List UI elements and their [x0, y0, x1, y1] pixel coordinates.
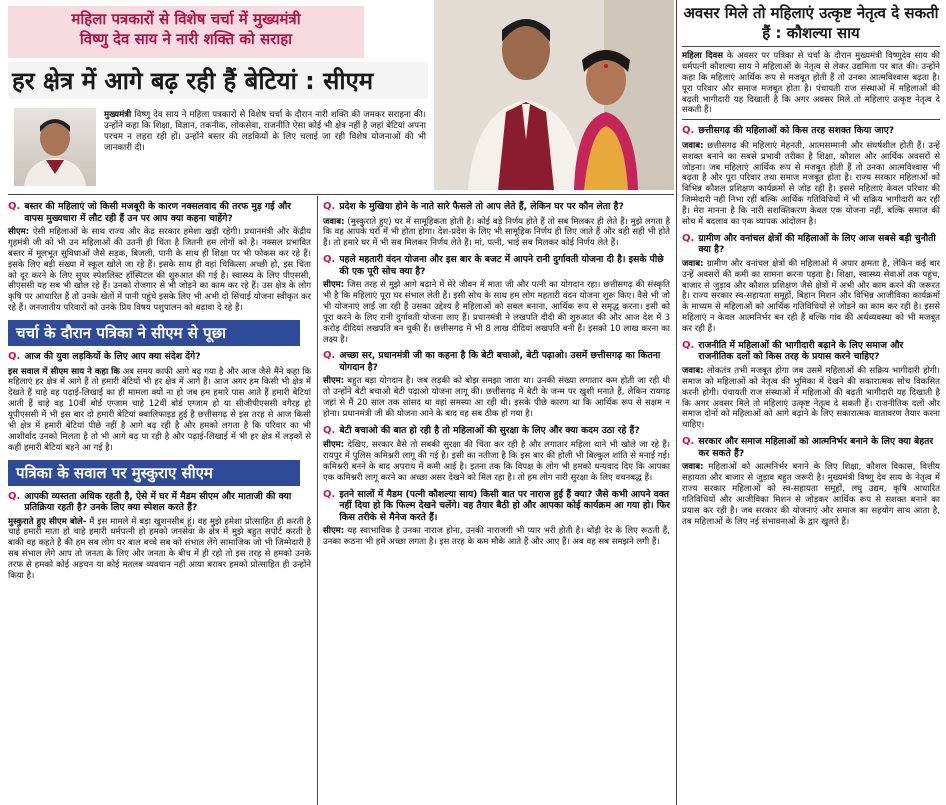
question-item	[323, 425, 670, 438]
answer-item	[323, 376, 670, 420]
question-mark-icon: Q.	[323, 424, 336, 436]
answer-label: सीएम:	[323, 376, 345, 387]
answer-label: जवाब:	[682, 365, 704, 376]
answer-text: जिस तरह से मुझे आगे बढ़ाने में मेरे जीवन में माता जी और पत्नी का योगदान रहा। छत्तीसगढ़ की संस्कृति भी है कि महिलाएं पूरा घर संभाल लेती हैं। इसी सोच के साथ हम लोग महतारी वंदन योजना शुरू किए। वैसे भी जो भी योजनाएं लाई जा रही हैं उसका उद्देश्य है महिलाओं को सबल बनाना, आर्थिक रूप से समृद्ध करना। इसी को पूरा करने के लिए रानी दुर्गावती योजना लाए हैं। प्रधानमंत्री ने लखपति दीदी की शुरुआत की और आज देश में 3 करोड़ दीदियां लखपति बन चुकी हैं। छत्तीसगढ़ में भी 8 लाख दीदियां लखपति बनी हैं। इसको 10 लाख करना का लक्ष्य है।	[323, 280, 670, 345]
question-text: सरकार और समाज महिलाओं को आत्मनिर्भर बनाने के लिए क्या बेहतर कर सकते हैं?	[698, 436, 934, 459]
answer-item	[323, 440, 670, 484]
answer-label: सीएम:	[323, 526, 345, 537]
answer-item	[323, 526, 670, 548]
question-mark-icon: Q.	[8, 201, 21, 212]
question-text: आज की युवा लड़कियों के लिए आप क्या संदेश देंगे?	[24, 351, 201, 362]
cm-thumbnail-photo	[14, 108, 96, 186]
column-one	[8, 196, 311, 582]
column-divider-left	[317, 196, 318, 805]
column-divider-right	[676, 0, 677, 805]
answer-item	[323, 280, 670, 345]
answer-text: यह स्वाभाविक है उनका नाराज होना, उनकी नाराजगी भी प्यार भरी होती है। थोड़ी देर के लिए रूठती हैं, उनका रूठना भी हमें अच्छा लगता है। इस तरह के कम मौके आते हैं और आए हैं। अब वह सब समझने लगी हैं।	[323, 526, 670, 548]
answer-label: जवाब:	[323, 216, 345, 227]
answer-text: (मुस्कुराते हुए) घर में सामूहिकता होती है। कोई बड़े निर्णय होते हैं तो सब मिलकर ही लेते हैं। मुझे लगता है कि वह आपके घरों में भी होता होगा। देश-प्रदेश के लिए भी सामूहिक निर्णय ही लिए जाते हैं और वही सही भी होते हैं। तो हमारे घर में भी सब मिलकर निर्णय लेते हैं। मां, पत्नी, भाई सब मिलकर कोई निर्णय लेते हैं।	[323, 216, 671, 249]
question-text: प्रदेश के मुखिया होने के नाते सारे फैसले तो आप लेते हैं, लेकिन घर पर कौन लेता है?	[339, 201, 624, 212]
intro-lead: मुख्यमंत्री	[104, 110, 132, 120]
top-strip	[8, 6, 364, 58]
question-mark-icon: Q.	[323, 201, 336, 212]
question-text: राजनीति में महिलाओं की भागीदारी बढ़ाने के लिए समाज और राजनीतिक दलों को किस तरह के प्रयास करने चाहिए?	[698, 339, 904, 363]
intro-text: के अवसर पर पत्रिका से चर्चा के दौरान मुख्यमंत्री विष्णुदेव साय की धर्मपत्नी कौशल्या साय ने महिलाओं के नेतृत्व से लेकर उद्यमिता पर बात की। उन्होंने कहा कि महिलाएं आर्थिक रूप से मजबूत होती हैं तो उनका आत्मविश्वास बढ़ता है। पूरा परिवार और समाज मजबूत होता है। पंचायती राज संस्थाओं में महिलाओं की बढ़ती भागीदारी यह दिखाती है कि अगर अवसर मिले तो महिलाएं उत्कृष्ट नेतृत्व दे सकती हैं।	[682, 51, 940, 116]
answer-item	[8, 517, 311, 582]
answer-label: सीएम:	[8, 227, 30, 237]
question-item	[682, 125, 940, 138]
column-two	[323, 196, 670, 548]
answer-item	[682, 366, 940, 431]
question-item	[682, 340, 940, 363]
question-item	[8, 491, 311, 514]
answer-item	[8, 367, 311, 454]
question-text: अच्छा सर, प्रधानमंत्री जी का कहना है कि बेटी बचाओ, बेटी पढ़ाओ। उसमें छत्तीसगढ़ का कितना योगदान है?	[339, 350, 661, 373]
question-mark-icon: Q.	[8, 351, 21, 362]
section-box-cm-smiled: पत्रिका के सवाल पर मुस्कुराए सीएम	[8, 460, 300, 486]
question-item	[682, 233, 940, 256]
answer-item	[8, 227, 311, 314]
answer-text: मैं इस मामले में बड़ा खुशनसीब हूं। वह मुझे हमेशा प्रोत्साहित ही करती है चाहे हमारी माता हो चाहे हमारी धर्मपत्नी हो हमको जनसेवा के क्षेत्र में मुझे बहुत सपोर्ट करती है बाकी वह कहते है की हम सब लोग घर बाल बच्चे सब को संभाल लेंगे सामाजिक जो भी जिम्मेदारी है सब संभाल लेंगे आप तो जनता के लिए और जनता के बीच में ही रहो तो इस तरह से हमको उनके तरफ से हमको कोई अड़चन या कोई मतलब व्यवधान नहीं आया बराबर हमको प्रोत्साहित ही उन्होंने किया है।	[8, 516, 311, 581]
question-item	[323, 489, 670, 524]
question-item	[323, 201, 670, 214]
question-text: पहले महतारी वंदन योजना और इस बार के बजट में आपने रानी दुर्गावती योजना दी है। इसके पीछे की एक पूरी सोच क्या है?	[339, 254, 664, 277]
person-portrait-icon	[14, 108, 96, 186]
question-mark-icon: Q.	[682, 436, 695, 448]
question-item	[8, 351, 311, 364]
answer-text: अब समय काफी आगे बढ़ गया है और आज जैसे मैंने कहा कि महिलाएं हर क्षेत्र में आगे हैं तो हमारी बेटियों भी हर क्षेत्र में आगे हैं। आज अगर हम किसी भी क्षेत्र में देखते हैं चाहे वह पढ़ाई-लिखाई का ही मामला क्यों ना हो जब हम हमारे पास आते हैं हमारी बेटियां आती हैं चाहे वह 10वीं बोर्ड एग्जाम चाहे 12वीं बोर्ड एग्जाम हो या सीजीपीएससी वगैरह हो यूपीएससी में भी इस बार दो हमारी बेटियां क्वालिफाइड हुई है छत्तीसगढ़ से इस तरह से आज किसी भी क्षेत्र में हमारी बेटियां पीछे नहीं है आगे बढ़ रही है और हमको लगता है कि परिवार का भी आशीर्वाद उनको मिलता है तो भी आगे बढ़ पा रही है और पढ़ाई-लिखाई में भी हर क्षेत्र में लड़कों से कहीं हमारी बेटियां बहने आ गई है।	[8, 366, 312, 453]
intro-lead: महिला दिवस	[682, 51, 723, 61]
answer-label: मुस्कुराते हुए सीएम बोले-	[8, 516, 87, 527]
answer-item	[682, 259, 940, 335]
answer-item	[323, 217, 670, 250]
column-three	[682, 4, 940, 527]
question-item	[682, 436, 940, 459]
question-text: छत्तीसगढ़ की महिलाओं को किस तरह सशक्त किया जाए?	[698, 125, 895, 137]
question-item	[323, 350, 670, 373]
answer-label: जवाब:	[682, 140, 704, 151]
top-strip-line1: महिला पत्रकारों से विशेष चर्चा में मुख्यमंत्री	[71, 10, 301, 28]
answer-text: देखिए, सरकार वैसे तो सबकी सुरक्षा की चिंता कर रही है और लगातार महिला थाने भी खोले जा रहे हैं। रायपुर में पुलिस कमिश्नरी लागू की गई है। इसी का नतीजा है कि इस बार की होली भी बिल्कुल शांति से मनाई गई। कमिश्नरी बनने के बाद अपराध में कमी आई है। इतना तक कि विपक्ष के लोग भी हमको धन्यवाद दिए कि आपका एक कमिश्नरी लागू करने का अच्छा असर देखने को मिल रहा है। तो हम लोग नारी सुरक्षा के लिए वचनबद्ध हैं।	[323, 440, 670, 483]
question-mark-icon: Q.	[682, 232, 695, 244]
question-item	[323, 254, 670, 277]
top-strip-line2: विष्णु देव साय ने नारी शक्ति को सराहा	[79, 30, 293, 49]
question-text: आपकी व्यस्तता अधिक रहती है, ऐसे में घर में मैडम सीएम और माताजी की क्या प्रतिक्रिया रहती है? उनके लिए क्या स्पेशल करते हैं?	[24, 490, 292, 513]
answer-item	[682, 141, 940, 228]
top-section-divider	[8, 194, 674, 195]
answer-label: सीएम:	[323, 280, 345, 291]
cm-couple-photo	[434, 0, 674, 190]
answer-text: लोकतंत्र तभी मजबूत होगा जब उसमें महिलाओं की सक्रिय भागीदारी होगी। समाज को महिलाओं को नेतृत्व की भूमिका में देखने की सकारात्मक सोच विकसित करनी होगी। पंचायती राज संस्थाओं में महिलाओं की बढ़ती भागीदारी यह दिखाती है कि अगर अवसर मिले तो महिलाएं उत्कृष्ट नेतृत्व दे सकती हैं। राजनीतिक दलों और समाज दोनों को महिलाओं को आगे बढ़ाने के लिए सकारात्मक वातावरण तैयार करना चाहिए।	[682, 365, 940, 431]
answer-label: सीएम:	[323, 440, 345, 451]
couple-portrait-icon	[434, 0, 674, 190]
answer-label: जवाब:	[682, 258, 704, 269]
answer-text: महिलाओं को आत्मनिर्भर बनाने के लिए शिक्षा, कौशल विकास, वित्तीय सहायता और बाजार से जुड़ाव बहुत जरूरी है। मुख्यमंत्री विष्णु देव साय के नेतृत्व में राज्य सरकार महिलाओं को स्व-सहायता समूहों, लघु उद्यम, कृषि आधारित गतिविधियों और आजीविका मिशन से जोड़कर आर्थिक रूप से सशक्त बनाने का प्रयास कर रही है। जब सरकार की योजनाएं और समाज का सहयोग साथ आता है, तब महिलाओं के लिए नई संभावनाओं के द्वार खुलते हैं।	[682, 462, 940, 527]
answer-item	[682, 462, 940, 527]
kaushalya-intro	[682, 51, 940, 116]
question-mark-icon: Q.	[323, 254, 336, 266]
question-text: इतने सालों में मैडम (पत्नी कौशल्या साय) किसी बात पर नाराज हुई हैं क्या? जैसे कभी आपने वक्त नहीं दिया हो कि फिल्म देखने चलेंगे। वह तैयार बैठी हो और आपका कोई कार्यक्रम आ गया हो। फिर किस तरीके से मैनेज करते हैं।	[339, 488, 670, 523]
answer-text: छत्तीसगढ़ की महिलाएं मेहनती, आत्मसम्मानी और संघर्षशील होती हैं। उन्हें सशक्त बनाने का सबसे प्रभावी तरीका है शिक्षा, कौशल और आर्थिक अवसरों से जोड़ना। जब महिलाएं आर्थिक रूप से मजबूत होती हैं तो उनका आत्मविश्वास भी बढ़ता है और पूरा परिवार तथा समाज मजबूत होता है। राज्य सरकार महिलाओं को विभिन्न कौशल प्रशिक्षण कार्यक्रमों से जोड़ रही है। इससे महिलाएं केवल परिवार की जिम्मेदारी नहीं निभा रहीं बल्कि आर्थिक गतिविधियों में भी सक्रिय भागीदारी कर रही हैं। मेरा मानना है कि नारी सशक्तिकरण केवल एक योजना नहीं, बल्कि समाज की सोच में बदलाव का एक व्यापक आंदोलन है।	[682, 140, 941, 227]
kaushalya-headline: अवसर मिले तो महिलाएं उत्कृष्ट नेतृत्व दे सकती हैं : कौशल्या साय	[682, 4, 940, 47]
question-mark-icon: Q.	[682, 125, 695, 137]
answer-text: ऐसी महिलाओं के साथ राज्य और केंद्र सरकार हमेशा खड़ी रहेगी। प्रधानमंत्री और केंद्रीय गृहमंत्री जी को भी उन महिलाओं की उतनी ही चिंता है जितनी हम लोगों को है। नक्सल प्रभावित बस्तर में मूलभूत सुविधाओं जैसे सड़क, बिजली, पानी के साथ ही शिक्षा पर भी फोकस कर रहे हैं। इसके लिए बड़ी संख्या में स्कूल खोले जा रहे हैं। इसके साथ ही वहां चिकित्सा अच्छी हो, इस चिंता को दूर करने के लिए सुपर स्पेशलिस्ट हॉस्पिटल की शुरुआत की गई है। स्वास्थ्य के लिए पीएससी, सीएससी यह सब भी खोल रहे हैं। उनको रोजगार से भी जोड़ने का काम कर रहे हैं। उस क्षेत्र के लोग कृषि पर आधारित हैं तो उनके खेतों में पानी पहुंचे इसके लिए भी अभी दो सिंचाई योजना स्वीकृत कर रहे हैं। जनजातीय परिवारों को उनके प्रिय विषय पशुपालन को बढ़ावा दे रहे हैं।	[8, 227, 312, 314]
question-text: बेटी बचाओ की बात हो रही है तो महिलाओं की सुरक्षा के लिए और क्या कदम उठा रहे हैं?	[339, 424, 640, 436]
question-mark-icon: Q.	[682, 339, 695, 351]
answer-label: जवाब:	[682, 462, 704, 473]
section-box-patrika-asked: चर्चा के दौरान पत्रिका ने सीएम से पूछा	[8, 320, 300, 346]
question-mark-icon: Q.	[8, 490, 21, 502]
page-headline: हर क्षेत्र में आगे बढ़ रही हैं बेटियां : सीएम	[8, 62, 428, 99]
answer-label: इस सवाल में सीएम साय ने कहा कि	[8, 366, 120, 377]
answer-text: बहुत बड़ा योगदान है। जब लड़की को बोझ समझा जाता था। उनकी संख्या लगातार कम होती जा रही थी तो उन्होंने बेटी बचाओ बेटी पढ़ाओ योजना लागू की। छत्तीसगढ़ में बेटी के जन्म पर खुशी मनाते हैं, लेकिन रायगढ़ जहां से मैं 20 साल तक सांसद था वहां समस्या आ रही थी। इसके पीछे कारण था कि आर्थिक रूप से सक्षम न होना। प्रधानमंत्री जी की योजना आने के बाद वह सब ठीक हो गया है।	[323, 376, 671, 419]
question-mark-icon: Q.	[323, 488, 336, 500]
answer-text: ग्रामीण और वनांचल क्षेत्रों की महिलाओं में अपार क्षमता है, लेकिन कई बार उन्हें अवसरों की कमी का सामना करना पड़ता है। शिक्षा, स्वास्थ्य सेवाओं तक पहुंच, बाजार से जुड़ाव और कौशल प्रशिक्षण जैसे क्षेत्रों में अभी और काम करने की जरूरत है। राज्य सरकार स्व-सहायता समूहों, बिहान मिशन और विभिन्न आजीविका कार्यक्रमों के माध्यम से महिलाओं को आर्थिक गतिविधियों से जोड़ने का काम कर रही है। इससे महिलाएं न केवल आत्मनिर्भर बन रही हैं बल्कि गांव की अर्थव्यवस्था को भी मजबूत कर रही हैं।	[682, 258, 940, 334]
question-text: ग्रामीण और वनांचल क्षेत्रों की महिलाओं के लिए आज सबसे बड़ी चुनौती क्या है?	[698, 232, 936, 256]
question-mark-icon: Q.	[323, 350, 336, 362]
question-text: बस्तर की महिलाएं जो किसी मजबूरी के कारण नक्सलवाद की तरफ मुड़ गई और वापस मुख्यधारा में लौट रही हैं उन पर आप क्या कहना चाहेंगे?	[24, 201, 292, 224]
question-item	[8, 201, 311, 224]
intro-paragraph	[104, 110, 426, 154]
intro-text: विष्णु देव साय ने महिला पत्रकारों से विशेष चर्चा के दौरान नारी शक्ति की जमकर सराहना की। उन्होंने कहा कि शिक्षा, विज्ञान, तकनीक, लोकसेवा, राजनीति ऐसा कोई भी क्षेत्र नहीं है जहां बेटियां अपना परचम न लहरा रही हों। उन्होंने बस्तर की लड़कियों के लिए चलाई जा रही विशेष योजनाओं की भी जानकारी दी।	[104, 110, 426, 153]
